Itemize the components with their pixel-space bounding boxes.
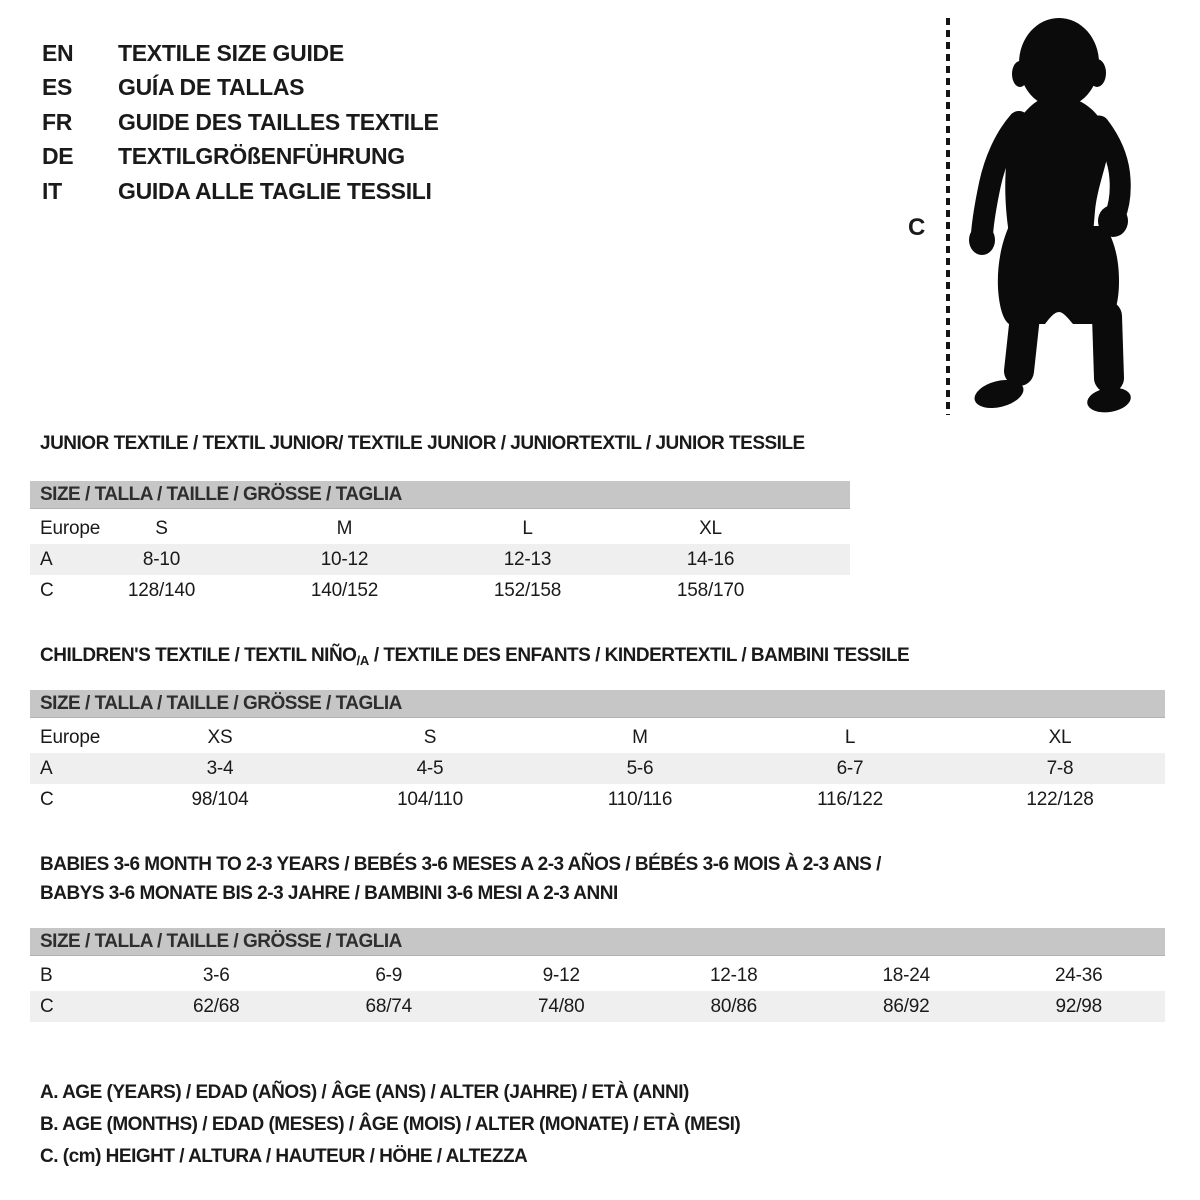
- language-guide-title: GUÍA DE TALLAS: [118, 74, 305, 101]
- table-cell: 158/170: [676, 579, 745, 601]
- height-measure-label: C: [908, 214, 926, 241]
- table-cell: 98/104: [191, 788, 249, 810]
- title-line-2: BABYS 3-6 MONATE BIS 2-3 JAHRE / BAMBINI 3-6 MESI A 2-3 ANNI: [40, 883, 618, 904]
- table-cell: S: [155, 517, 168, 539]
- table-cell: M: [336, 517, 353, 539]
- language-row: [42, 36, 439, 71]
- table-cell: L: [844, 726, 856, 748]
- language-guide-title: TEXTILE SIZE GUIDE: [118, 39, 344, 66]
- table-cell: XL: [1048, 726, 1072, 748]
- table-cell: M: [632, 726, 648, 748]
- table-cell: 6-9: [375, 964, 403, 986]
- row-label-cell: Europe: [40, 726, 101, 748]
- section-title-babies: [40, 850, 881, 908]
- table-cell: 116/122: [817, 788, 883, 810]
- size-header-bar: SIZE / TALLA / TAILLE / GRÖSSE / TAGLIA: [30, 481, 850, 509]
- table-cell: 12-13: [503, 548, 552, 570]
- table-cell: 80/86: [710, 995, 758, 1017]
- table-row: [30, 991, 1165, 1022]
- table-cell: 128/140: [127, 579, 196, 601]
- table-cell: 152/158: [493, 579, 562, 601]
- table-cell: XL: [699, 517, 722, 539]
- section-title-junior: JUNIOR TEXTILE / TEXTIL JUNIOR/ TEXTILE JUNIOR / JUNIORTEXTIL / JUNIOR TESSILE: [40, 433, 805, 454]
- table-cell: S: [423, 726, 437, 748]
- title-text: / TEXTILE DES ENFANTS / KINDERTEXTIL / BAMBINI TESSILE: [369, 645, 910, 666]
- legend-line-c: C. (cm) HEIGHT / ALTURA / HAUTEUR / HÖHE / ALTEZZA: [40, 1146, 528, 1167]
- table-row: [30, 960, 1165, 991]
- size-header-bar: SIZE / TALLA / TAILLE / GRÖSSE / TAGLIA: [30, 928, 1165, 956]
- table-cell: 7-8: [1046, 757, 1074, 779]
- language-guide-title: GUIDE DES TAILLES TEXTILE: [118, 108, 439, 135]
- row-label-cell: C: [40, 788, 54, 810]
- measurement-legend: [40, 1077, 740, 1173]
- table-row: [30, 722, 1165, 753]
- language-row: [42, 140, 439, 175]
- table-cell: 8-10: [142, 548, 181, 570]
- row-label-cell: C: [40, 579, 54, 601]
- table-cell: 140/152: [310, 579, 379, 601]
- table-rows: [30, 722, 1165, 815]
- table-cell: 74/80: [537, 995, 585, 1017]
- table-cell: 5-6: [626, 757, 654, 779]
- language-row: [42, 105, 439, 140]
- table-cell: L: [522, 517, 533, 539]
- row-label-cell: B: [40, 964, 53, 986]
- legend-line-a: A. AGE (YEARS) / EDAD (AÑOS) / ÂGE (ANS) / ALTER (JAHRE) / ETÀ (ANNI): [40, 1082, 689, 1103]
- junior-size-table: [30, 481, 850, 606]
- title-text: CHILDREN'S TEXTILE / TEXTIL NIÑO: [40, 645, 357, 666]
- table-cell: XS: [207, 726, 233, 748]
- language-code: FR: [42, 108, 73, 135]
- table-rows: [30, 960, 1165, 1022]
- size-header-bar: SIZE / TALLA / TAILLE / GRÖSSE / TAGLIA: [30, 690, 1165, 718]
- row-label-cell: Europe: [40, 517, 101, 539]
- language-guide-title: TEXTILGRÖßENFÜHRUNG: [118, 143, 405, 170]
- table-rows: [30, 513, 850, 606]
- table-cell: 3-6: [202, 964, 230, 986]
- table-cell: 10-12: [320, 548, 369, 570]
- row-label-cell: C: [40, 995, 54, 1017]
- language-code: EN: [42, 39, 74, 66]
- table-cell: 62/68: [192, 995, 240, 1017]
- language-row: [42, 174, 439, 209]
- title-line-1: BABIES 3-6 MONTH TO 2-3 YEARS / BEBÉS 3-6 MESES A 2-3 AÑOS / BÉBÉS 3-6 MOIS À 2-3 ANS /: [40, 854, 881, 875]
- table-cell: 104/110: [397, 788, 463, 810]
- language-code: IT: [42, 177, 62, 204]
- table-cell: 86/92: [882, 995, 930, 1017]
- language-list: [42, 36, 439, 209]
- table-row: [30, 784, 1165, 815]
- table-cell: 92/98: [1055, 995, 1103, 1017]
- legend-line-b: B. AGE (MONTHS) / EDAD (MESES) / ÂGE (MOIS) / ALTER (MONATE) / ETÀ (MESI): [40, 1114, 741, 1135]
- row-label-cell: A: [40, 548, 53, 570]
- table-cell: 24-36: [1054, 964, 1103, 986]
- children-size-table: [30, 690, 1165, 815]
- toddler-silhouette-icon: [963, 16, 1138, 416]
- table-cell: 3-4: [206, 757, 234, 779]
- language-guide-title: GUIDA ALLE TAGLIE TESSILI: [118, 177, 432, 204]
- table-row: [30, 513, 850, 544]
- table-cell: 14-16: [686, 548, 735, 570]
- height-measure-dotted-line: [946, 18, 950, 415]
- language-code: DE: [42, 143, 74, 170]
- table-cell: 6-7: [836, 757, 864, 779]
- table-cell: 12-18: [709, 964, 758, 986]
- table-cell: 110/116: [607, 788, 673, 810]
- table-row: [30, 544, 850, 575]
- language-row: [42, 71, 439, 106]
- section-title-children: [40, 645, 909, 668]
- row-label-cell: A: [40, 757, 53, 779]
- table-cell: 18-24: [882, 964, 931, 986]
- language-code: ES: [42, 74, 73, 101]
- table-row: [30, 753, 1165, 784]
- table-cell: 68/74: [365, 995, 413, 1017]
- babies-size-table: [30, 928, 1165, 1022]
- table-cell: 122/128: [1026, 788, 1094, 810]
- table-cell: 4-5: [416, 757, 444, 779]
- table-cell: 9-12: [542, 964, 580, 986]
- table-row: [30, 575, 850, 606]
- title-subscript: /A: [356, 653, 370, 668]
